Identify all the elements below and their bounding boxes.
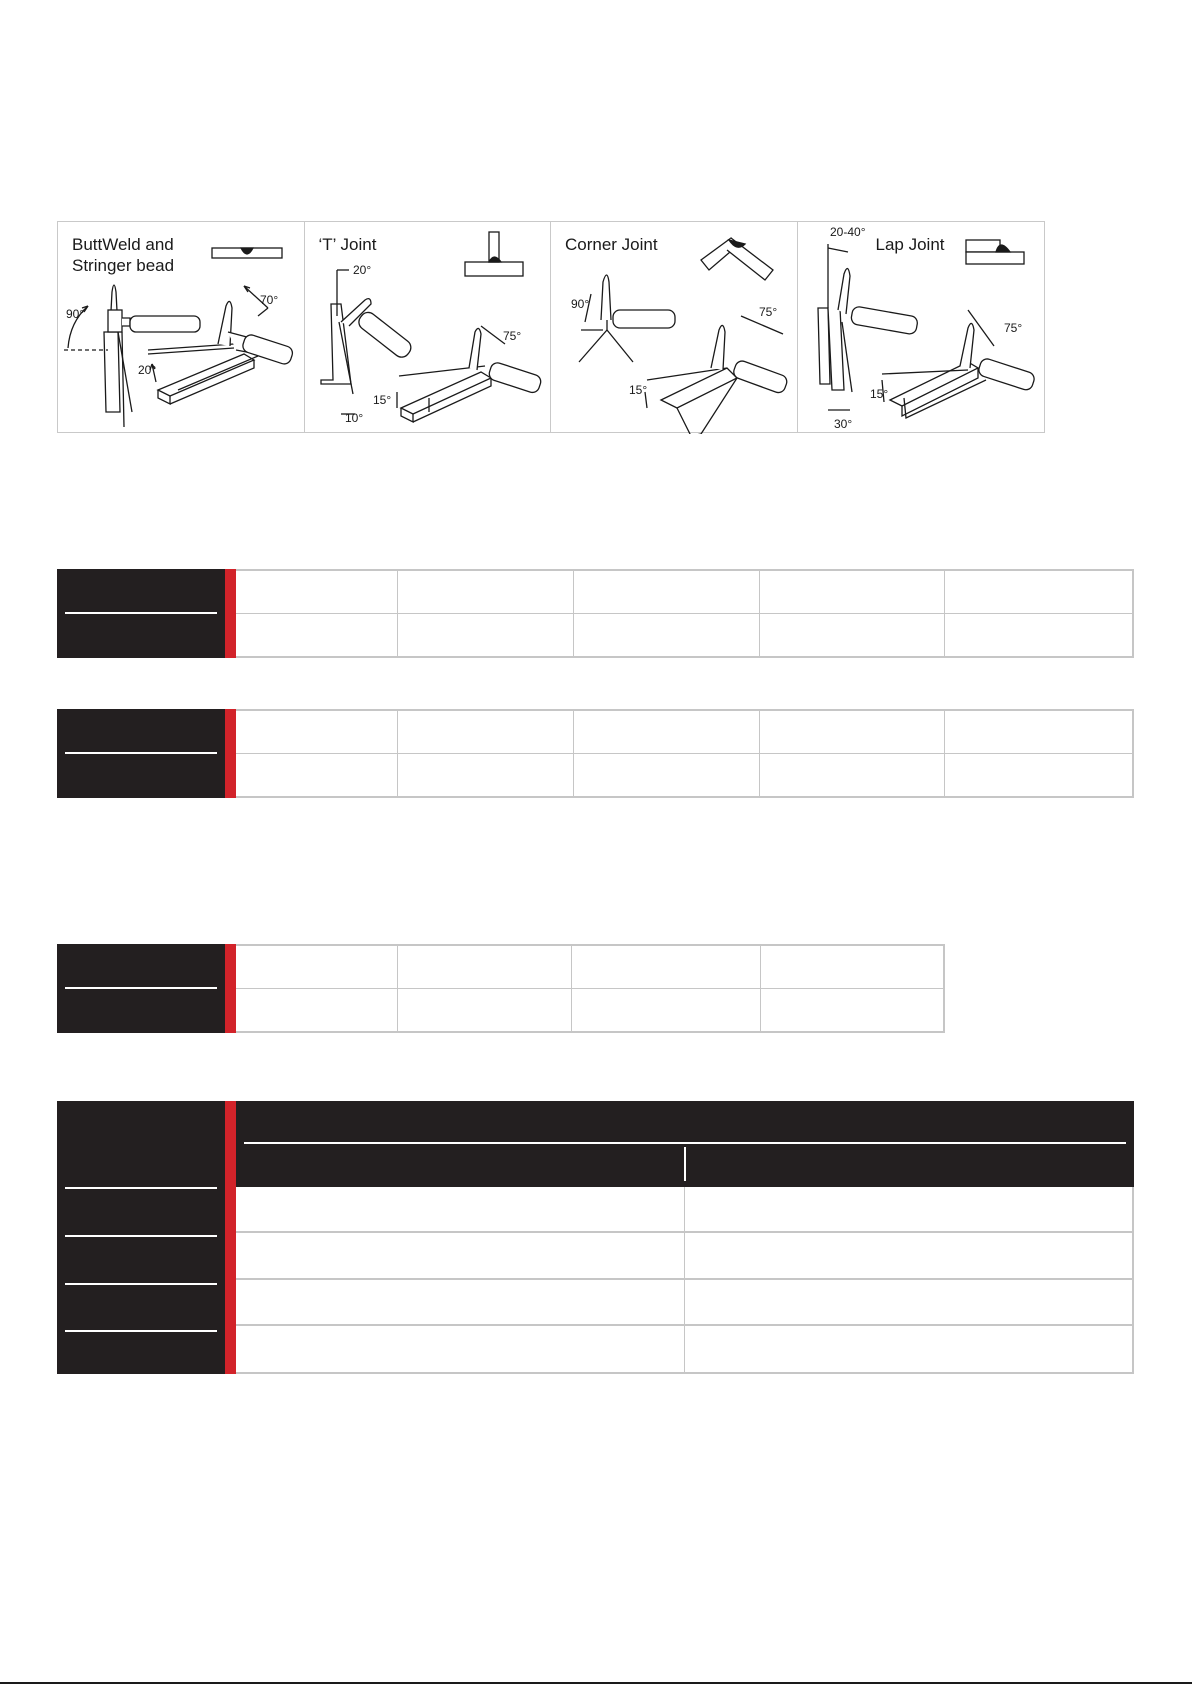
table-cell bbox=[573, 614, 759, 657]
lap-angle-30: 30° bbox=[833, 417, 852, 431]
lap-joint-illustration bbox=[798, 222, 1045, 434]
table-4-label-divider bbox=[65, 1330, 217, 1332]
table-2-grid bbox=[236, 709, 1134, 798]
butt-weld-illustration bbox=[58, 222, 305, 434]
table-cell bbox=[236, 754, 397, 797]
table-cell bbox=[760, 946, 943, 989]
table-cell bbox=[759, 571, 944, 614]
corner-angle-75: 75° bbox=[759, 305, 778, 319]
table-cell bbox=[684, 1280, 1132, 1326]
table-1-label-column bbox=[57, 569, 225, 658]
table-cell bbox=[236, 711, 397, 754]
table-cell bbox=[236, 1187, 684, 1233]
t-angle-20: 20° bbox=[352, 263, 371, 277]
table-cell bbox=[236, 614, 397, 657]
lap-angle-20-40: 20-40° bbox=[829, 225, 865, 239]
butt-angle-70: 70° bbox=[260, 293, 279, 307]
corner-joint-illustration bbox=[551, 222, 798, 434]
table-4-header-divider bbox=[244, 1142, 1126, 1144]
table-cell bbox=[684, 1233, 1132, 1279]
lap-angle-75: 75° bbox=[1003, 321, 1022, 335]
table-cell bbox=[759, 711, 944, 754]
table-cell bbox=[397, 946, 571, 989]
settings-table-4 bbox=[57, 1101, 1134, 1374]
table-cell bbox=[944, 614, 1132, 657]
table-cell bbox=[944, 571, 1132, 614]
table-cell bbox=[397, 754, 573, 797]
table-cell bbox=[571, 946, 760, 989]
butt-weld-title: ButtWeld and Stringer bead bbox=[72, 235, 175, 275]
table-2-accent-bar bbox=[225, 709, 236, 798]
lap-joint-panel bbox=[798, 222, 1045, 432]
t-angle-75: 75° bbox=[502, 329, 521, 343]
table-2-label-divider bbox=[65, 752, 217, 754]
table-4-label-divider bbox=[65, 1235, 217, 1237]
table-cell bbox=[236, 946, 397, 989]
table-cell bbox=[684, 1187, 1132, 1233]
butt-angle-90: 90° bbox=[66, 307, 85, 321]
table-4-label-divider bbox=[65, 1283, 217, 1285]
table-4-label-column bbox=[57, 1101, 225, 1374]
table-2-label-column bbox=[57, 709, 225, 798]
butt-weld-panel bbox=[58, 222, 305, 432]
table-3-grid bbox=[236, 944, 945, 1033]
t-angle-15: 15° bbox=[372, 393, 391, 407]
table-cell bbox=[573, 711, 759, 754]
page-bottom-rule bbox=[0, 1682, 1192, 1684]
weld-joint-diagrams bbox=[57, 221, 1045, 433]
lap-joint-title: Lap Joint bbox=[875, 235, 945, 254]
table-cell bbox=[571, 989, 760, 1032]
table-cell bbox=[759, 614, 944, 657]
table-cell bbox=[236, 571, 397, 614]
corner-joint-panel bbox=[551, 222, 798, 432]
table-1-grid bbox=[236, 569, 1134, 658]
table-cell bbox=[573, 571, 759, 614]
table-cell bbox=[944, 711, 1132, 754]
table-3-accent-bar bbox=[225, 944, 236, 1033]
table-4-accent-bar bbox=[225, 1101, 236, 1374]
table-cell bbox=[759, 754, 944, 797]
table-1-label-divider bbox=[65, 612, 217, 614]
t-angle-10: 10° bbox=[344, 411, 363, 425]
table-1-accent-bar bbox=[225, 569, 236, 658]
lap-angle-15: 15° bbox=[869, 387, 888, 401]
table-4-header bbox=[236, 1101, 1134, 1187]
corner-angle-90: 90° bbox=[571, 297, 590, 311]
table-cell bbox=[397, 571, 573, 614]
table-3-label-divider bbox=[65, 987, 217, 989]
table-cell bbox=[397, 711, 573, 754]
table-cell bbox=[397, 989, 571, 1032]
t-joint-illustration bbox=[305, 222, 552, 434]
table-4-content bbox=[236, 1101, 1134, 1374]
table-4-header-column-divider bbox=[684, 1147, 686, 1181]
table-3-label-column bbox=[57, 944, 225, 1033]
settings-table-3 bbox=[57, 944, 945, 1033]
table-cell bbox=[760, 989, 943, 1032]
t-joint-title: ‘T’ Joint bbox=[318, 235, 377, 254]
table-cell bbox=[236, 1233, 684, 1279]
table-cell bbox=[944, 754, 1132, 797]
settings-table-1 bbox=[57, 569, 1134, 658]
table-4-body bbox=[236, 1187, 1134, 1374]
butt-angle-20: 20° bbox=[138, 363, 157, 377]
table-cell bbox=[573, 754, 759, 797]
corner-joint-title: Corner Joint bbox=[565, 235, 658, 254]
table-cell bbox=[397, 614, 573, 657]
settings-table-2 bbox=[57, 709, 1134, 798]
t-joint-panel bbox=[305, 222, 552, 432]
table-cell bbox=[236, 1326, 684, 1372]
table-cell bbox=[236, 1280, 684, 1326]
table-4-label-divider bbox=[65, 1187, 217, 1189]
corner-angle-15: 15° bbox=[629, 383, 648, 397]
table-cell bbox=[684, 1326, 1132, 1372]
table-cell bbox=[236, 989, 397, 1032]
